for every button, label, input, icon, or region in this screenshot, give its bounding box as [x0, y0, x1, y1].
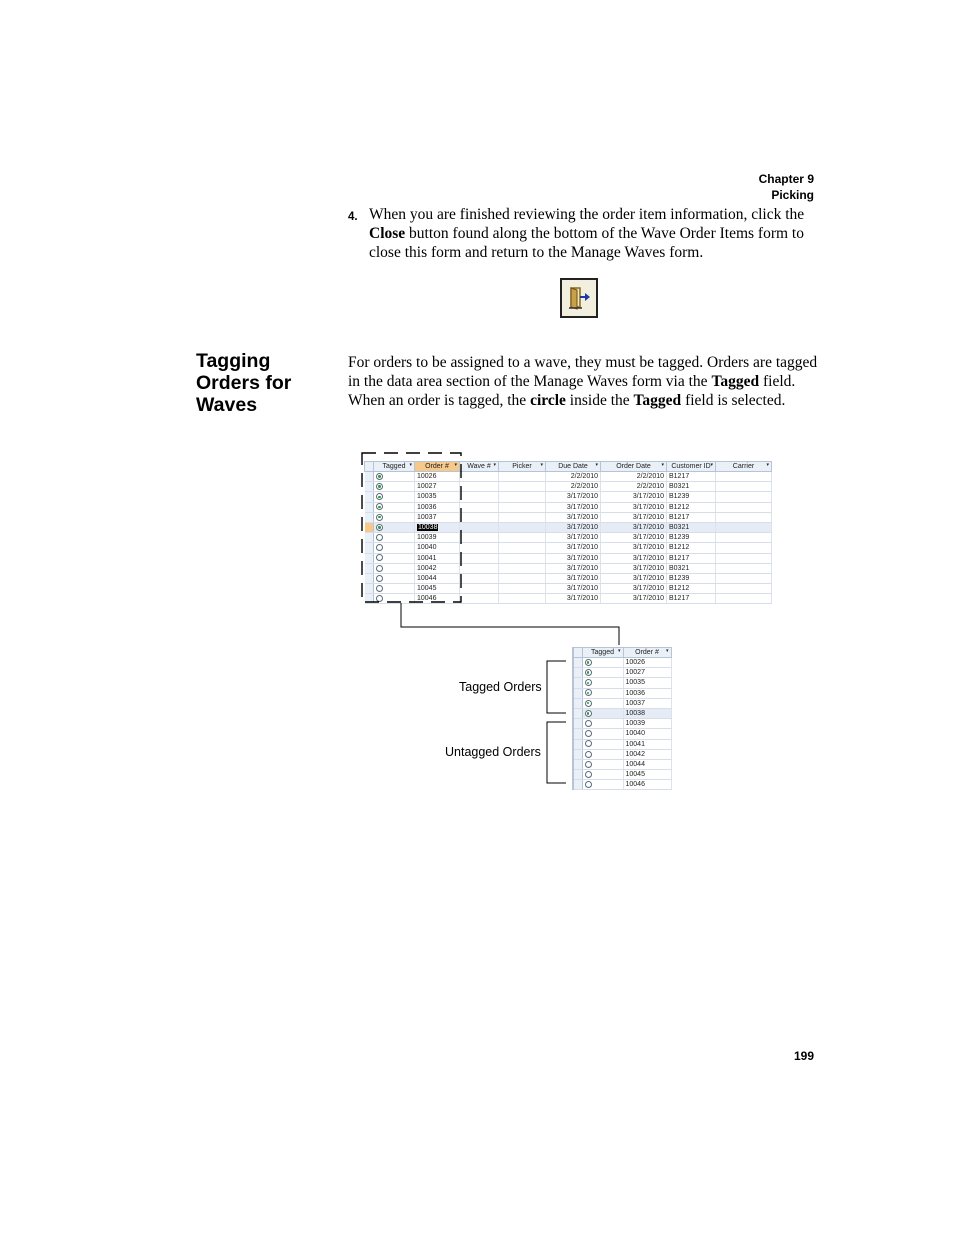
column-header-label: Customer ID — [671, 463, 711, 470]
order-date-cell[interactable]: 3/17/2010 — [601, 533, 667, 543]
order-number: 10045 — [625, 771, 645, 779]
sort-dropdown-icon[interactable]: ▾ — [409, 462, 412, 468]
order-number: 10040 — [625, 730, 645, 738]
sort-dropdown-icon[interactable]: ▾ — [617, 648, 621, 654]
tagged-cell[interactable] — [582, 668, 623, 678]
row-selector[interactable] — [573, 658, 582, 668]
order-number-cell[interactable] — [623, 708, 671, 718]
customer-id-cell[interactable]: B1212 — [667, 543, 716, 553]
customer-id-cell[interactable]: B1239 — [667, 533, 716, 543]
tagged-cell[interactable] — [582, 729, 623, 739]
tagged-cell[interactable] — [582, 749, 623, 759]
close-keyword: Close — [369, 225, 406, 242]
order-number-cell[interactable] — [623, 668, 671, 678]
tagged-cell[interactable] — [582, 708, 623, 718]
order-date-cell[interactable]: 3/17/2010 — [601, 492, 667, 502]
column-header-label: Wave # — [467, 463, 491, 470]
order-date-cell[interactable]: 3/17/2010 — [601, 512, 667, 522]
order-number: 10046 — [417, 595, 437, 603]
order-number-cell[interactable] — [623, 729, 671, 739]
tagged-radio-selected[interactable] — [585, 689, 592, 696]
order-number-cell[interactable] — [623, 658, 671, 668]
order-date-cell[interactable]: 2/2/2010 — [601, 482, 667, 492]
body-text-b: field. When an order is tagged, the — [348, 373, 796, 409]
table-row[interactable] — [573, 708, 671, 718]
sort-dropdown-icon[interactable]: ▾ — [493, 462, 496, 468]
row-selector[interactable] — [573, 688, 582, 698]
column-header-label: Tagged — [591, 649, 614, 656]
tagged-cell[interactable] — [582, 739, 623, 749]
order-number: 10027 — [625, 669, 645, 677]
tagged-cell[interactable] — [582, 759, 623, 769]
tagged-radio-empty[interactable] — [585, 771, 592, 778]
order-date-cell[interactable]: 3/17/2010 — [601, 522, 667, 532]
tagged-radio-empty[interactable] — [585, 720, 592, 727]
order-date-cell[interactable]: 3/17/2010 — [601, 502, 667, 512]
table-row[interactable] — [573, 688, 671, 698]
order-number: 10041 — [625, 740, 645, 748]
row-selector[interactable] — [573, 770, 582, 780]
tagged-radio-selected[interactable] — [585, 669, 592, 676]
column-header-label: Order # — [635, 649, 659, 656]
tagged-cell[interactable] — [582, 780, 623, 790]
sort-dropdown-icon[interactable]: ▾ — [665, 648, 669, 654]
order-number: 10026 — [417, 473, 437, 481]
customer-id-cell[interactable]: B1217 — [667, 472, 716, 482]
sort-dropdown-icon[interactable]: ▾ — [661, 462, 664, 468]
tagged-cell[interactable] — [582, 658, 623, 668]
row-selector[interactable] — [573, 729, 582, 739]
column-header-label: Carrier — [732, 463, 755, 470]
body-text-a: For orders to be assigned to a wave, they must be tagged. Orders are tagged in the data area section of the Manage Waves form via the — [348, 354, 818, 390]
row-selector[interactable] — [573, 698, 582, 708]
tagged-keyword: Tagged — [633, 392, 682, 409]
order-number-cell[interactable] — [623, 780, 671, 790]
customer-id-cell[interactable]: B0321 — [667, 522, 716, 532]
customer-id-cell[interactable]: B1239 — [667, 573, 716, 583]
tagged-cell[interactable] — [582, 770, 623, 780]
due-date-cell[interactable]: 2/2/2010 — [546, 482, 601, 492]
customer-id-cell[interactable]: B1217 — [667, 594, 716, 604]
order-number: 10044 — [625, 760, 645, 768]
order-number-cell[interactable] — [623, 678, 671, 688]
due-date-cell[interactable]: 3/17/2010 — [546, 553, 601, 563]
due-date-cell[interactable]: 3/17/2010 — [546, 502, 601, 512]
column-header-label: Order # — [425, 463, 449, 470]
due-date-cell[interactable]: 2/2/2010 — [546, 472, 601, 482]
customer-id-cell[interactable]: B1212 — [667, 502, 716, 512]
step-text-a: When you are finished reviewing the order item information, click the — [369, 206, 805, 223]
order-number-cell[interactable] — [623, 739, 671, 749]
tagged-radio-empty[interactable] — [585, 730, 592, 737]
order-date-cell[interactable]: 3/17/2010 — [601, 594, 667, 604]
order-date-cell[interactable]: 3/17/2010 — [601, 543, 667, 553]
column-header-label: Tagged — [382, 463, 406, 470]
table-row[interactable] — [573, 729, 671, 739]
column-header-label: Due Date — [558, 463, 588, 470]
section-label: Picking — [771, 188, 814, 202]
customer-id-cell[interactable]: B0321 — [667, 563, 716, 573]
order-number: 10026 — [625, 659, 645, 667]
due-date-cell[interactable]: 3/17/2010 — [546, 533, 601, 543]
column-header-order[interactable] — [623, 648, 671, 658]
table-row[interactable] — [573, 759, 671, 769]
column-header-tagged[interactable] — [582, 648, 623, 658]
order-date-cell[interactable]: 3/17/2010 — [601, 563, 667, 573]
tagged-cell[interactable] — [582, 688, 623, 698]
page-number: 199 — [793, 1049, 814, 1063]
order-number: 10044 — [417, 574, 437, 582]
body-text-d: field is selected. — [681, 392, 786, 409]
order-number: 10045 — [417, 585, 437, 593]
order-date-cell[interactable]: 3/17/2010 — [601, 573, 667, 583]
due-date-cell[interactable]: 3/17/2010 — [546, 543, 601, 553]
column-header-label: Order Date — [616, 463, 651, 470]
order-number: 10038 — [418, 524, 438, 532]
order-number-cell[interactable] — [623, 759, 671, 769]
due-date-cell[interactable]: 3/17/2010 — [546, 584, 601, 594]
tagged-radio-selected[interactable] — [585, 659, 592, 666]
zoomed-tagged-grid — [572, 647, 672, 790]
tagged-radio-empty[interactable] — [585, 751, 592, 758]
order-number: 10035 — [625, 679, 645, 687]
due-date-cell[interactable]: 3/17/2010 — [546, 563, 601, 573]
tagged-cell[interactable] — [582, 678, 623, 688]
due-date-cell[interactable]: 3/17/2010 — [546, 512, 601, 522]
tagged-bracket — [547, 661, 566, 713]
order-date-cell[interactable]: 3/17/2010 — [601, 553, 667, 563]
due-date-cell[interactable]: 3/17/2010 — [546, 492, 601, 502]
row-selector[interactable] — [573, 780, 582, 790]
tagged-keyword: Tagged — [711, 373, 760, 390]
order-number: 10046 — [625, 781, 645, 789]
untagged-bracket — [547, 722, 566, 783]
step-number: 4. — [348, 211, 358, 223]
chapter-label: Chapter 9 — [758, 172, 814, 186]
zoom-body — [573, 658, 671, 790]
row-selector[interactable] — [573, 708, 582, 718]
row-selector[interactable] — [573, 678, 582, 688]
sort-dropdown-icon[interactable]: ▾ — [710, 462, 713, 468]
order-number: 10036 — [625, 689, 645, 697]
tagged-radio-selected[interactable] — [585, 679, 592, 686]
customer-id-cell[interactable]: B1217 — [667, 512, 716, 522]
order-number-cell[interactable] — [623, 719, 671, 729]
row-selector[interactable] — [573, 719, 582, 729]
order-date-cell[interactable]: 2/2/2010 — [601, 472, 667, 482]
due-date-cell[interactable]: 3/17/2010 — [546, 573, 601, 583]
order-number: 10038 — [625, 710, 645, 718]
table-row[interactable] — [573, 678, 671, 688]
due-date-cell[interactable]: 3/17/2010 — [546, 594, 601, 604]
table-row[interactable] — [573, 739, 671, 749]
section-title: Tagging Orders for Waves — [196, 350, 292, 416]
order-number: 10037 — [417, 513, 437, 521]
tagged-column-outline — [362, 453, 461, 602]
table-row[interactable] — [573, 698, 671, 708]
tagged-cell[interactable] — [582, 719, 623, 729]
tagged-radio-selected[interactable] — [585, 700, 592, 707]
order-number-cell[interactable] — [623, 770, 671, 780]
order-date-cell[interactable]: 3/17/2010 — [601, 584, 667, 594]
customer-id-cell[interactable]: B1239 — [667, 492, 716, 502]
order-number: 10040 — [417, 544, 437, 552]
row-selector[interactable] — [573, 749, 582, 759]
circle-keyword: circle — [530, 392, 566, 409]
table-row[interactable] — [573, 668, 671, 678]
order-number: 10039 — [417, 534, 437, 542]
zoom-header-row — [573, 648, 671, 658]
order-number: 10037 — [625, 699, 645, 707]
order-number: 10041 — [417, 554, 437, 562]
due-date-cell[interactable]: 3/17/2010 — [546, 522, 601, 532]
untagged-orders-label: Untagged Orders — [445, 745, 541, 759]
customer-id-cell[interactable]: B0321 — [667, 482, 716, 492]
order-number-cell[interactable] — [623, 688, 671, 698]
tagged-orders-label: Tagged Orders — [459, 680, 542, 694]
table-row[interactable] — [573, 780, 671, 790]
row-selector[interactable] — [573, 759, 582, 769]
order-number: 10042 — [625, 750, 645, 758]
column-header-label: Picker — [512, 463, 532, 470]
table-row[interactable] — [573, 658, 671, 668]
connector-line — [401, 603, 619, 645]
tagged-radio-empty[interactable] — [585, 740, 592, 747]
tagged-radio-selected[interactable] — [585, 710, 592, 717]
order-number: 10036 — [417, 503, 437, 511]
row-selector[interactable] — [573, 739, 582, 749]
customer-id-cell[interactable]: B1212 — [667, 584, 716, 594]
tagged-radio-empty[interactable] — [585, 781, 592, 788]
order-number: 10035 — [417, 493, 437, 501]
order-number-cell[interactable] — [623, 698, 671, 708]
table-row[interactable] — [573, 770, 671, 780]
select-all-corner[interactable] — [573, 648, 582, 658]
order-number: 10039 — [625, 720, 645, 728]
sort-dropdown-icon[interactable]: ▾ — [540, 462, 543, 468]
row-selector[interactable] — [573, 668, 582, 678]
order-number: 10042 — [417, 564, 437, 572]
order-number: 10027 — [417, 483, 437, 491]
sort-dropdown-icon[interactable]: ▾ — [595, 462, 598, 468]
body-text-c: inside the — [565, 392, 634, 409]
customer-id-cell[interactable]: B1217 — [667, 553, 716, 563]
sort-dropdown-icon[interactable]: ▾ — [454, 462, 457, 468]
table-row[interactable] — [573, 719, 671, 729]
order-number-cell[interactable] — [623, 749, 671, 759]
step-text-b: button found along the bottom of the Wave Order Items form to close this form and return to the Manage Waves form. — [369, 225, 804, 261]
tagged-cell[interactable] — [582, 698, 623, 708]
tagged-radio-empty[interactable] — [585, 761, 592, 768]
sort-dropdown-icon[interactable]: ▾ — [766, 462, 769, 468]
table-row[interactable] — [573, 749, 671, 759]
